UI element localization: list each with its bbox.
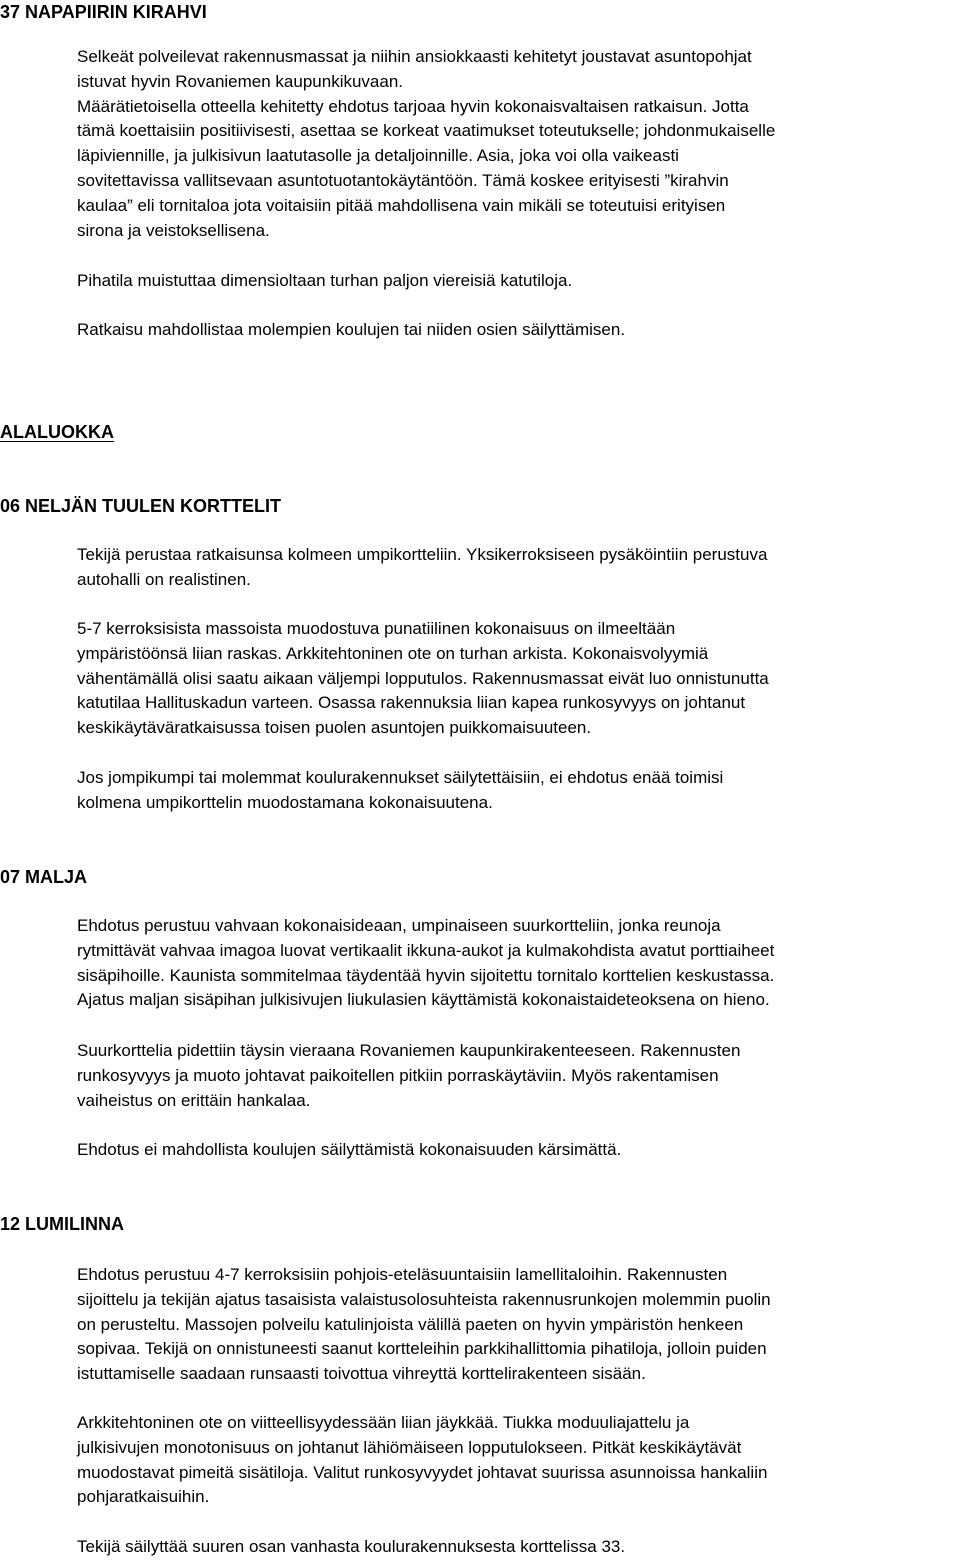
text-line: 5-7 kerroksisista massoista muodostuva punatiilinen kokonaisuus on ilmeeltään [77,619,676,638]
section-heading-alaluokka: ALALUOKKA [0,422,114,442]
paragraph [77,45,960,243]
text-line: sirona ja veistoksellisena. [77,220,270,240]
text-line: Selkeät polveilevat rakennusmassat ja niihin ansiokkaasti kehitetyt joustavat asuntopohjat [77,47,752,66]
text-line: Ajatus maljan sisäpihan julkisivujen liukulasien käyttämistä kokonaistaideteoksena on hieno. [77,990,770,1010]
text-line: runkosyvyys ja muoto johtavat paikoitellen pitkiin porraskäytäviin. Myös rakentamisen [77,1065,719,1085]
text-line: keskikäytäväratkaisussa toisen puolen asuntojen puikkomaisuuteen. [77,718,592,738]
text-line: sijoittelu ja tekijän ajatus tasaisista valaistusolosuhteista rakennusrunkojen molemmin puolin [77,1289,771,1309]
paragraph [77,617,960,741]
text-line: katutilaa Hallituskadun varteen. Osassa rakennuksia liian kapea runkosyvyys on johtanut [77,693,746,713]
paragraph [77,269,960,294]
text-line: istuvat hyvin Rovaniemen kaupunkikuvaan. [77,71,404,91]
text-line: sisäpihoille. Kaunista sommitelmaa täydentää hyvin sijoitettu tornitalo korttelien keskustassa. [77,965,775,985]
section-heading-07-malja: 07 MALJA [0,867,88,887]
text-line: vaiheistus on erittäin hankalaa. [77,1090,311,1110]
text-line: läpiviennille, ja julkisivun laatutasolle ja detaljoinnille. Asia, joka voi olla vaikeasti [77,146,679,166]
section-heading-06-neljan-tuulen-korttelit: 06 NELJÄN TUULEN KORTTELIT [0,496,282,516]
paragraph [77,1138,960,1163]
text-line: sovitettavissa vallitsevaan asuntotuotantokäytäntöön. Tämä koskee erityisesti ”kirahvin [77,170,729,190]
section-heading-37-napapiirin-kirahvi: 37 NAPAPIIRIN KIRAHVI [0,2,207,22]
text-line: kolmena umpikorttelin muodostamana kokonaisuutena. [77,792,493,812]
text-line: rytmittävät vahvaa imagoa luovat vertikaalit ikkuna-aukot ja kulmakohdista avatut porttiaiheet [77,940,775,960]
text-line: Ehdotus perustuu 4-7 kerroksisiin pohjois-eteläsuuntaisiin lamellitaloihin. Rakennusten [77,1265,728,1284]
paragraph [77,1411,960,1510]
text-line: pohjaratkaisuihin. [77,1487,210,1507]
text-line: Ratkaisu mahdollistaa molempien koulujen tai niiden osien säilyttämisen. [77,320,626,339]
text-line: ympäristöönsä liian raskas. Arkkitehtoninen ote on turhan arkista. Kokonaisvolyymiä [77,643,709,663]
paragraph [77,1535,960,1560]
paragraph [77,766,960,816]
text-line: Ehdotus perustuu vahvaan kokonaisideaan, umpinaiseen suurkortteliin, jonka reunoja [77,916,721,935]
text-line: autohalli on realistinen. [77,569,251,589]
text-line: tämä koettaisiin positiivisesti, asettaa se korkeat vaatimukset toteutukselle; johdonmukaiselle [77,121,776,141]
text-line: muodostavat pimeitä sisätiloja. Valitut runkosyvyydet johtavat suurissa asunnoissa hankaliin [77,1462,768,1482]
text-line: Määrätietoisella otteella kehitetty ehdotus tarjoaa hyvin kokonaisvaltaisen ratkaisun. Jotta [77,96,749,116]
text-line: Arkkitehtoninen ote on viitteellisyydessään liian jäykkää. Tiukka moduuliajattelu ja [77,1413,690,1432]
text-line: vähentämällä olisi saatu aikaan väljempi lopputulos. Rakennusmassat eivät luo onnistunutta [77,668,769,688]
paragraph [77,318,960,343]
text-line: Pihatila muistuttaa dimensioltaan turhan paljon viereisiä katutiloja. [77,271,573,290]
text-line: Suurkorttelia pidettiin täysin vieraana Rovaniemen kaupunkirakenteeseen. Rakennusten [77,1041,741,1060]
text-line: on perusteltu. Massojen polveilu katulinjoista välillä paeten on hyvin ympäristön henkeen [77,1314,744,1334]
text-line: istuttamiselle saadaan runsaasti toivottua vihreyttä korttelirakenteen sisään. [77,1364,646,1384]
text-line: sopivaa. Tekijä on onnistuneesti saanut kortteleihin parkkihallittomia pihatiloja, jolloin puiden [77,1339,767,1359]
text-line: Tekijä säilyttää suuren osan vanhasta koulurakennuksesta korttelissa 33. [77,1537,626,1556]
text-line: julkisivujen monotonisuus on johtanut lähiömäiseen lopputulokseen. Pitkät keskikäytävät [77,1437,742,1457]
paragraph [77,1039,960,1113]
section-heading-12-lumilinna: 12 LUMILINNA [0,1214,125,1234]
text-line: kaulaa” eli tornitaloa jota voitaisiin pitää mahdollisena vain mikäli se toteutuisi erityisen [77,195,726,215]
text-line: Tekijä perustaa ratkaisunsa kolmeen umpikortteliin. Yksikerroksiseen pysäköintiin perustuva [77,545,768,564]
paragraph [77,543,960,593]
paragraph [77,914,960,1013]
text-line: Ehdotus ei mahdollista koulujen säilyttämistä kokonaisuuden kärsimättä. [77,1140,622,1159]
paragraph [77,1263,960,1387]
text-line: Jos jompikumpi tai molemmat koulurakennukset säilytettäisiin, ei ehdotus enää toimisi [77,768,724,787]
